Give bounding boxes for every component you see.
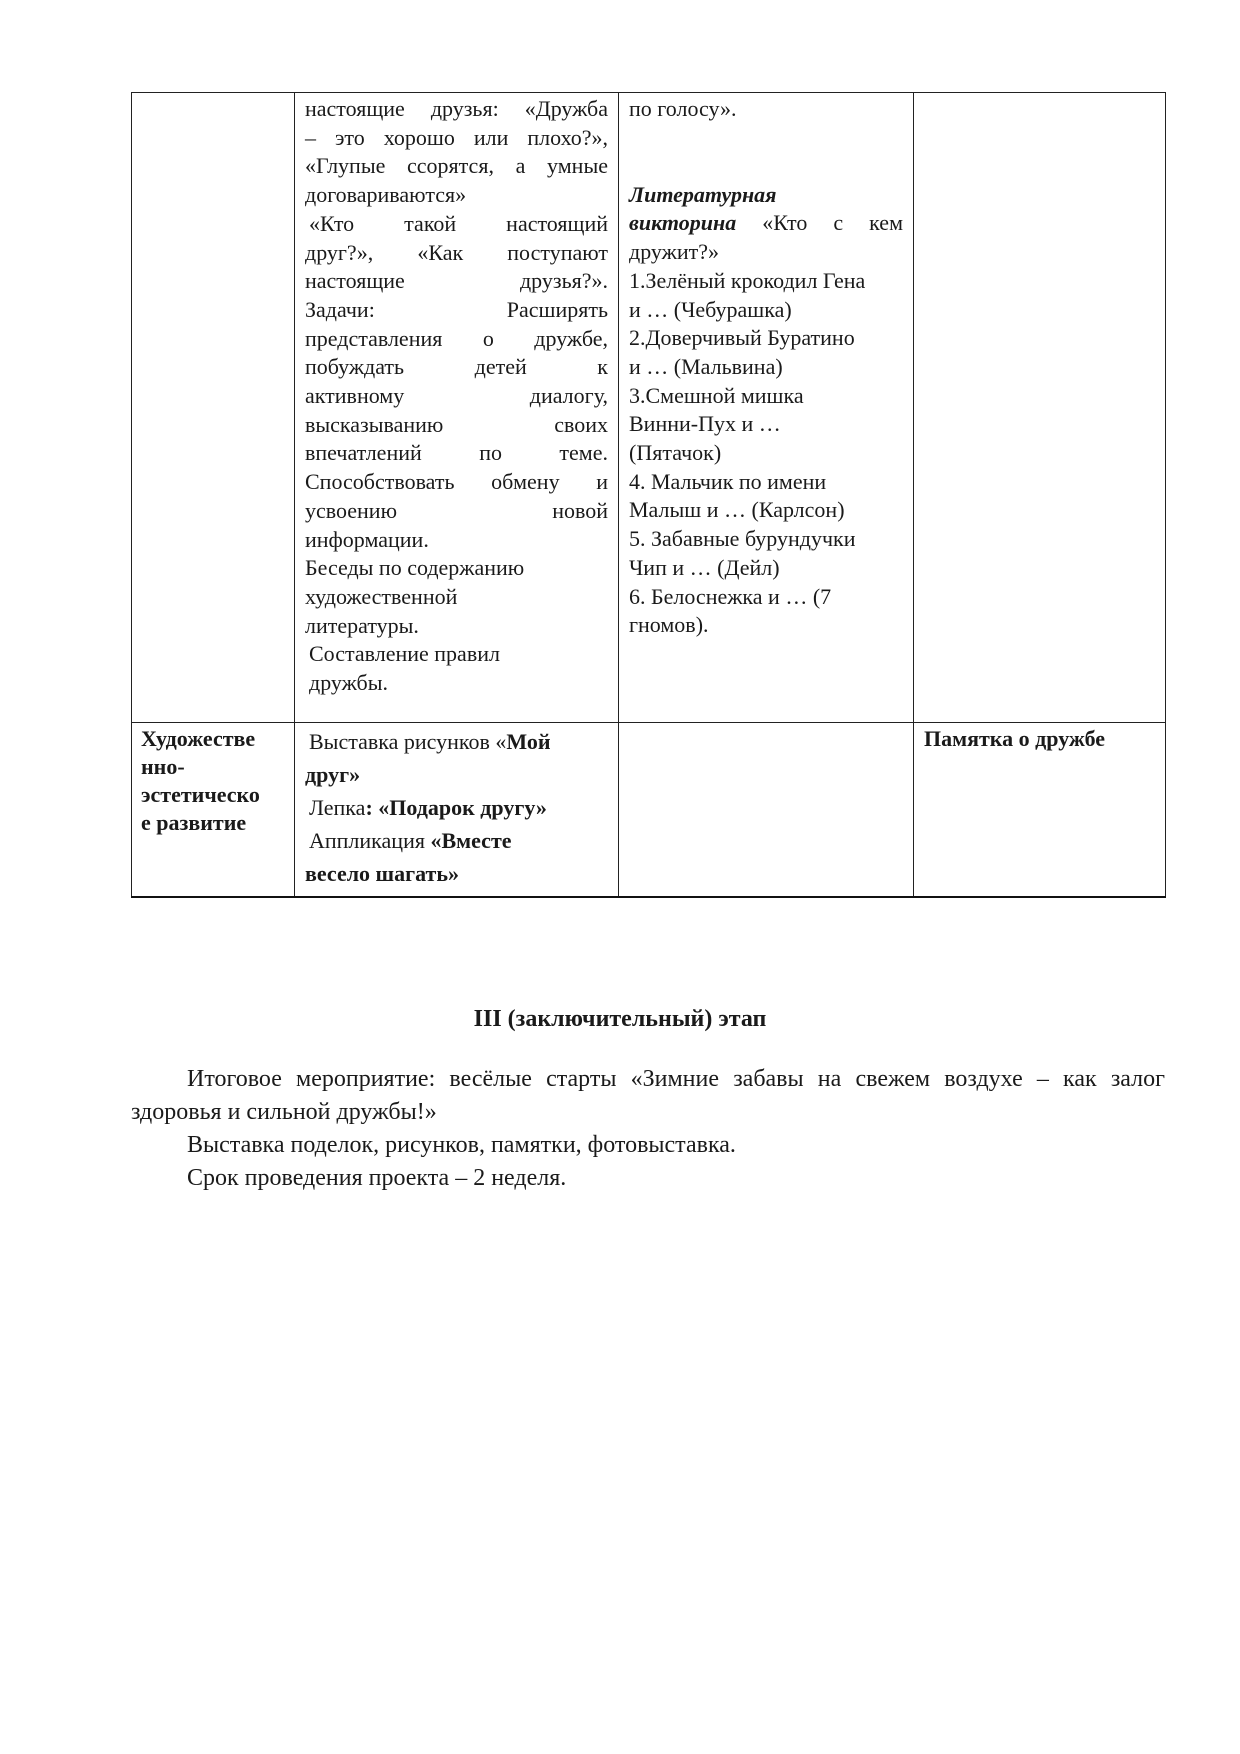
quiz-question: «Кто с кем <box>762 210 903 236</box>
quiz-item: 3.Смешной мишка <box>629 382 804 408</box>
quiz-item: (Пятачок) <box>629 440 722 466</box>
quiz-title-line <box>629 181 903 210</box>
activity-text: Лепка <box>309 794 366 820</box>
area-label-line: эстетическо <box>141 781 260 807</box>
cell-text-line: побуждать детей к <box>305 354 608 380</box>
table-row <box>132 93 1166 723</box>
activity-text: Аппликация <box>309 827 431 853</box>
cell-text-line: настоящие друзья: «Дружба <box>305 96 608 121</box>
quiz-title-line <box>629 209 903 238</box>
area-label-line: нно- <box>141 753 185 779</box>
activity-title: «Вместе <box>430 827 512 853</box>
cell-text-line: информации. <box>305 526 429 552</box>
cell-text-line: «Кто такой настоящий <box>309 210 608 236</box>
quiz-item: 6. Белоснежка и … (7 <box>629 583 832 609</box>
table-cell-parents <box>914 93 1166 723</box>
cell-text-line: представления о дружбе, <box>305 325 608 351</box>
activity-title: друг» <box>305 761 361 787</box>
activity-text: Выставка рисунков « <box>309 728 507 754</box>
paragraph: Выставка поделок, рисунков, памятки, фотовыставка. <box>187 1132 736 1158</box>
table-cell-area <box>132 722 295 897</box>
quiz-item: Винни-Пух и … <box>629 411 781 437</box>
quiz-item: гномов). <box>629 612 709 638</box>
activity-title: весело шагать» <box>305 860 459 886</box>
cell-text-line: усвоению новой <box>305 497 608 523</box>
quiz-title: викторина <box>629 210 737 236</box>
table-cell-activities <box>295 93 619 723</box>
activity-line <box>305 791 610 824</box>
table-cell-games <box>619 722 914 897</box>
table-cell-parents <box>914 722 1166 897</box>
cell-text-line: настоящие друзья?». <box>305 268 608 294</box>
cell-text-line: друг?», «Как поступают <box>305 239 608 265</box>
cell-text-line: литературы. <box>305 612 419 638</box>
stage-title: III (заключительный) этап <box>473 1006 767 1032</box>
activity-line <box>305 824 610 857</box>
paragraph: Итоговое мероприятие: весёлые старты «Зимние забавы на свежем воздухе – как залог здоровья и сильной дружбы!» <box>131 1066 1165 1125</box>
cell-text-line: дружбы. <box>309 670 388 696</box>
activity-line <box>305 857 610 890</box>
cell-text-line: договариваются» <box>305 182 467 208</box>
cell-text-line: «Глупые ссорятся, а умные <box>305 153 608 179</box>
quiz-item: 2.Доверчивый Буратино <box>629 325 855 351</box>
area-label-line: Художестве <box>141 725 256 751</box>
quiz-item: Малыш и … (Карлсон) <box>629 497 845 523</box>
cell-text-line: активному диалогу, <box>305 383 608 409</box>
cell-text-line: – это хорошо или плохо?», <box>305 124 608 150</box>
quiz-item: и … (Чебурашка) <box>629 296 792 322</box>
cell-text-line: Способствовать обмену и <box>305 469 608 495</box>
quiz-item: и … (Мальвина) <box>629 353 783 379</box>
cell-text-line: по голосу». <box>629 96 737 121</box>
table-row <box>132 722 1166 897</box>
quiz-item: Чип и … (Дейл) <box>629 554 780 580</box>
quiz-item: 5. Забавные бурундучки <box>629 526 856 552</box>
quiz-item: 1.Зелёный крокодил Гена <box>629 267 866 293</box>
cell-text-line: Составление правил <box>309 641 500 667</box>
quiz-title: Литературная <box>629 181 777 207</box>
activity-line <box>305 725 610 758</box>
cell-text-line: высказыванию своих <box>305 411 608 437</box>
activity-title: : «Подарок другу» <box>365 794 547 820</box>
area-label-line: е развитие <box>141 809 247 835</box>
cell-text-line: впечатлений по теме. <box>305 440 608 466</box>
paragraph: Срок проведения проекта – 2 неделя. <box>187 1165 567 1191</box>
cell-text-line: Задачи: Расширять <box>305 296 608 322</box>
quiz-question: дружит?» <box>629 239 719 265</box>
table-cell-area <box>132 93 295 723</box>
table-cell-games <box>619 93 914 723</box>
cell-text-line: художественной <box>305 583 458 609</box>
table-cell-activities <box>295 722 619 897</box>
cell-text-line: Беседы по содержанию <box>305 555 525 581</box>
project-plan-table <box>131 92 1166 898</box>
activity-title: Мой <box>506 728 551 754</box>
quiz-item: 4. Мальчик по имени <box>629 468 827 494</box>
parents-activity: Памятка о дружбе <box>924 725 1106 751</box>
final-stage-text <box>131 1063 1165 1195</box>
activity-line <box>305 758 610 791</box>
